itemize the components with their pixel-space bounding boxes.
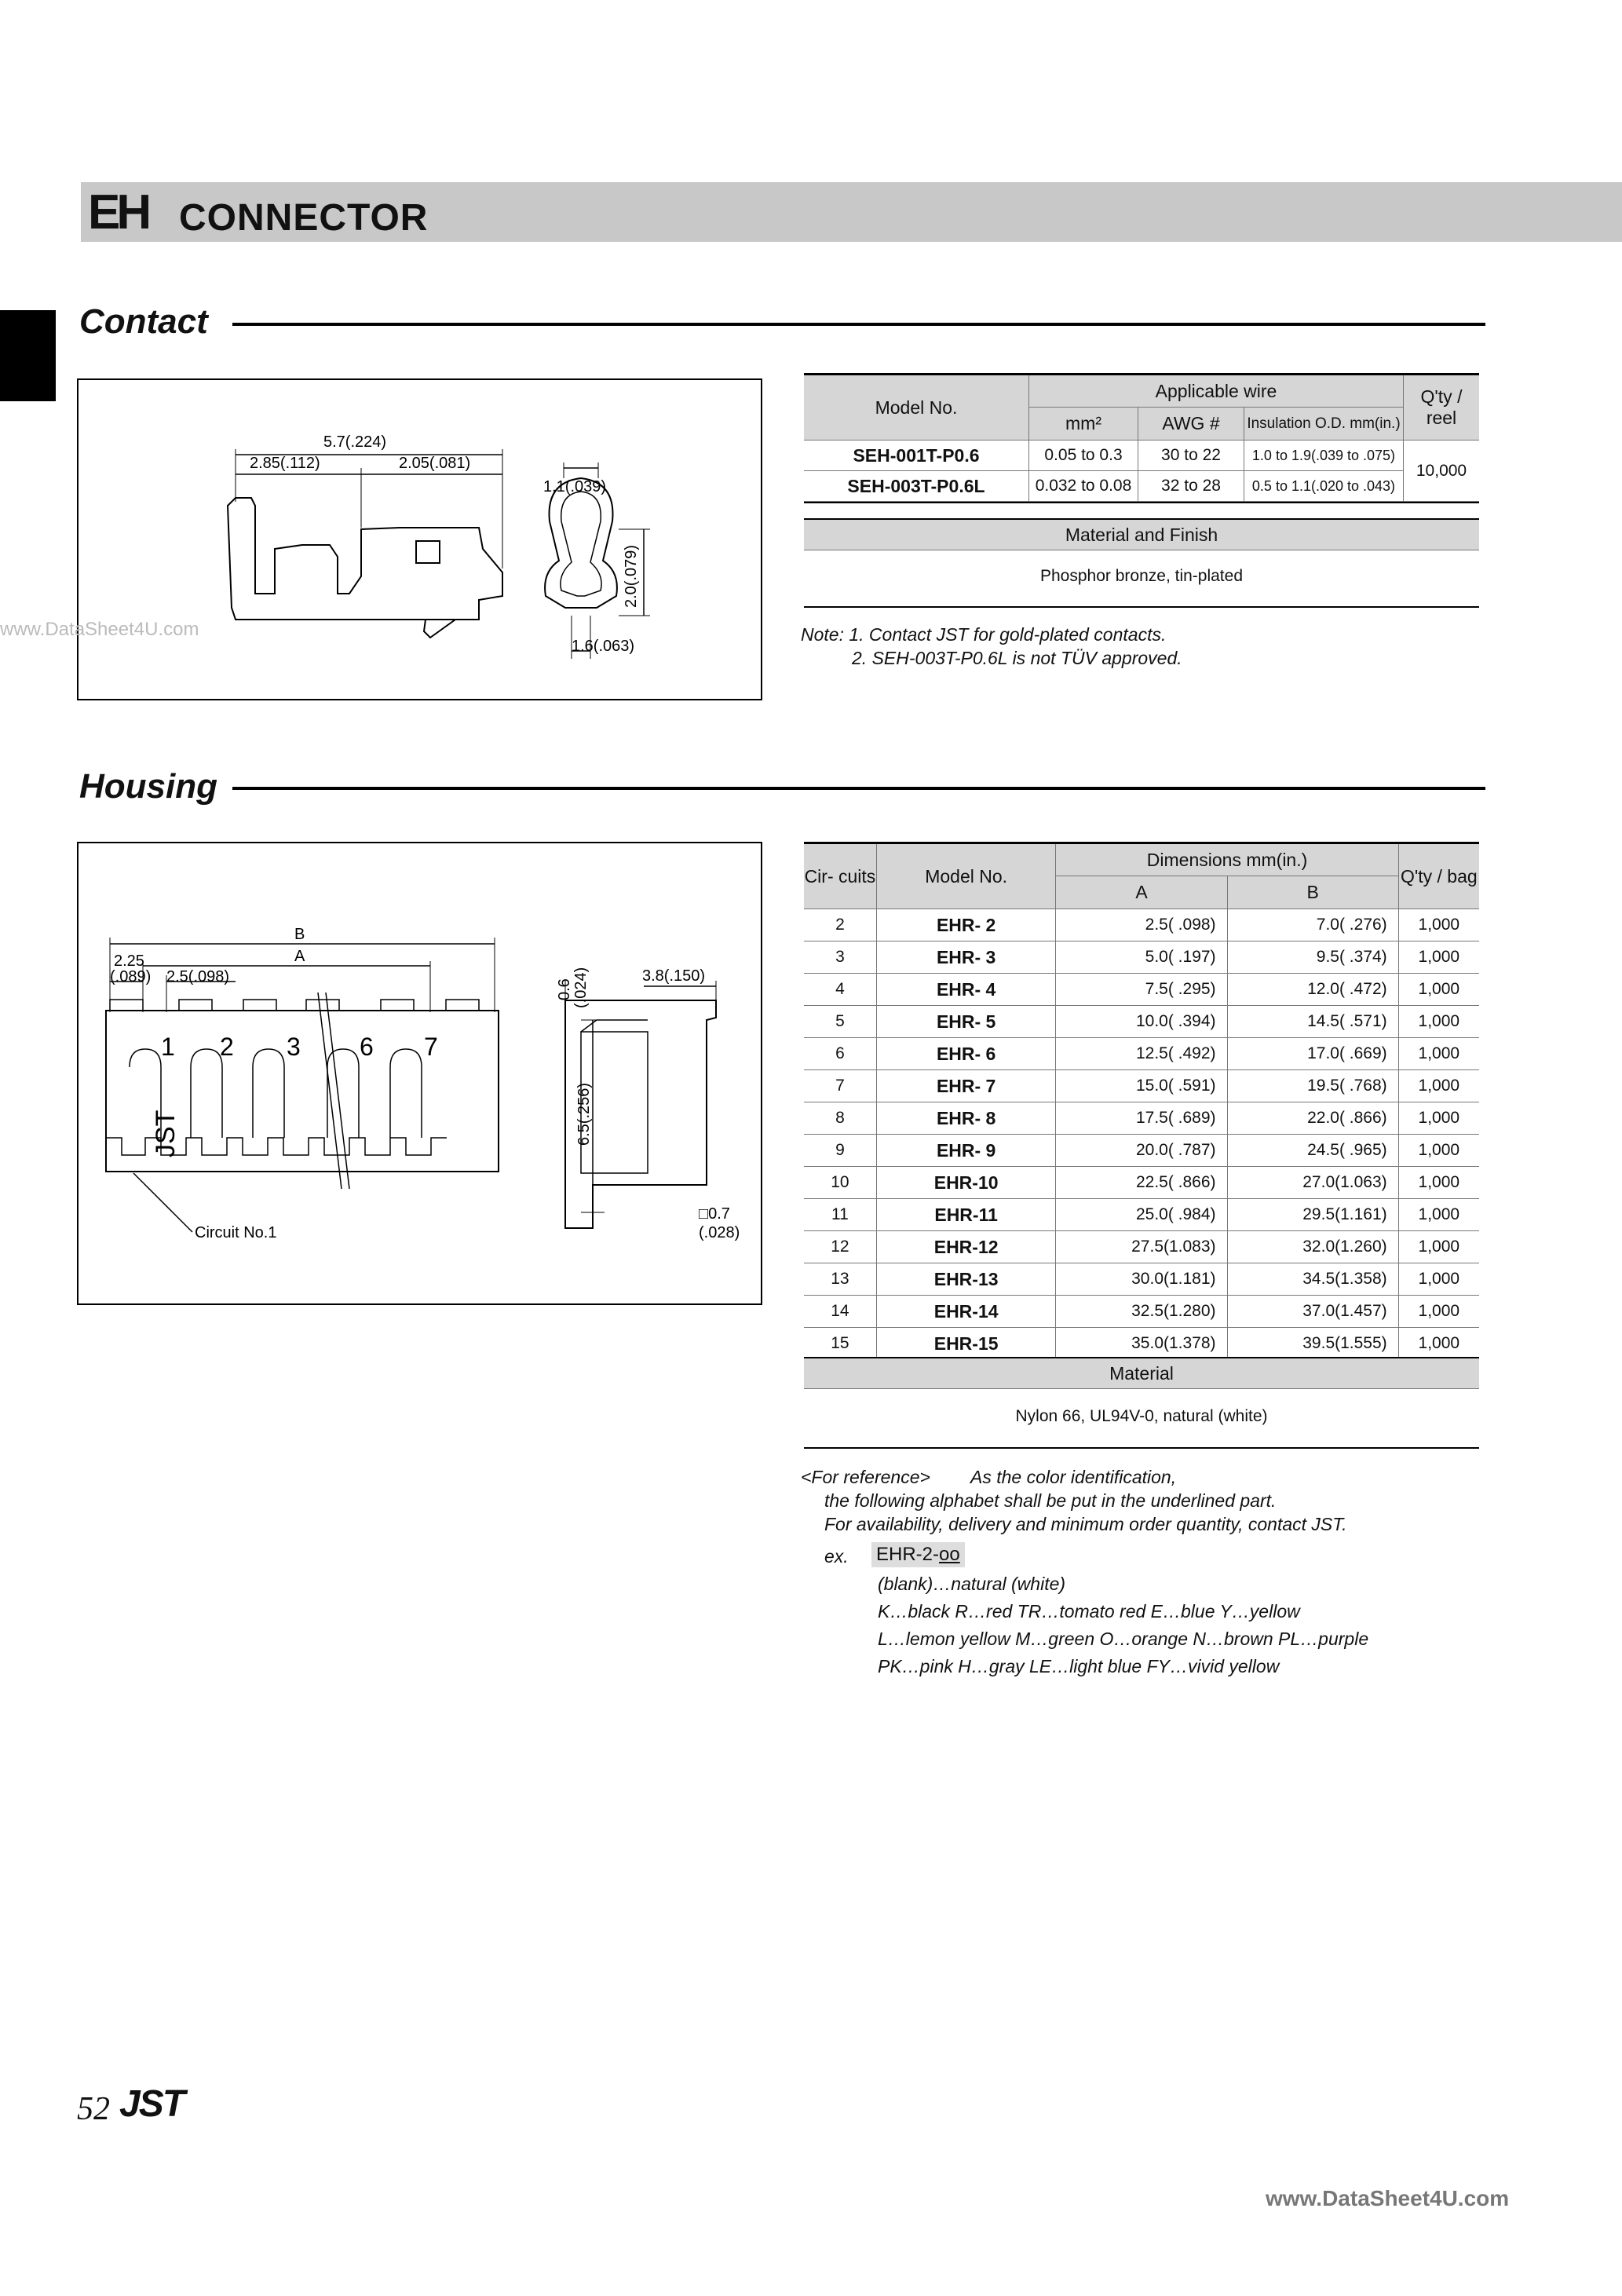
contact-drawing: [77, 378, 762, 700]
dim-a-label: A: [294, 948, 305, 965]
pin-number: 3: [287, 1033, 301, 1061]
circuits-cell: 15: [804, 1328, 876, 1360]
dim-b-cell: 32.0(1.260): [1227, 1231, 1398, 1263]
watermark-footer: www.DataSheet4U.com: [1266, 2186, 1510, 2210]
model-cell: EHR- 6: [876, 1038, 1056, 1070]
table-row: [804, 1102, 1479, 1135]
dim-b-cell: 17.0( .669): [1227, 1038, 1398, 1070]
dim-b-cell: 19.5( .768): [1227, 1070, 1398, 1102]
awg-cell: 30 to 22: [1138, 441, 1244, 471]
dim-a-cell: 22.5( .866): [1056, 1167, 1227, 1199]
dim-a-cell: 35.0(1.378): [1056, 1328, 1227, 1360]
brand-marking: JST: [151, 1110, 181, 1157]
qty-cell: 1,000: [1398, 1328, 1479, 1360]
pin-number: 6: [360, 1033, 374, 1061]
col-awg-header: AWG #: [1138, 408, 1244, 441]
table-row: [804, 1199, 1479, 1231]
dim-b-cell: 39.5(1.555): [1227, 1328, 1398, 1360]
awg-cell: 32 to 28: [1138, 471, 1244, 502]
qty-cell: 1,000: [1398, 1296, 1479, 1328]
table-row: [804, 974, 1479, 1006]
contact-tab: [424, 620, 455, 638]
col-model-header: Model No.: [804, 375, 1029, 441]
ins-cell: 1.0 to 1.9(.039 to .075): [1244, 441, 1404, 471]
color-code-line: L…lemon yellow M…green O…orange N…brown PL…purple: [878, 1629, 1369, 1649]
housing-material-rule: [804, 1447, 1479, 1449]
color-code-line: (blank)…natural (white): [878, 1574, 1066, 1594]
model-cell: EHR-12: [876, 1231, 1056, 1263]
dim-a-cell: 5.0( .197): [1056, 941, 1227, 974]
dim-b-cell: 12.0( .472): [1227, 974, 1398, 1006]
model-cell: EHR- 8: [876, 1102, 1056, 1135]
ins-cell: 0.5 to 1.1(.020 to .043): [1244, 471, 1404, 502]
qty-cell: 1,000: [1398, 1070, 1479, 1102]
table-row: [804, 941, 1479, 974]
dim-a-cell: 2.5( .098): [1056, 909, 1227, 941]
pin-number: 7: [424, 1033, 438, 1061]
table-row: [804, 441, 1479, 471]
circuits-cell: 11: [804, 1199, 876, 1231]
housing-material-value: Nylon 66, UL94V-0, natural (white): [1015, 1407, 1268, 1425]
model-cell: EHR- 7: [876, 1070, 1056, 1102]
example-code: [871, 1542, 965, 1567]
housing-drawing: [77, 842, 762, 1305]
qty-cell: 1,000: [1398, 1135, 1479, 1167]
table-row: [804, 1328, 1479, 1360]
housing-section-rule: [232, 787, 1485, 790]
dim-square-in-label: (.028): [699, 1224, 740, 1241]
contact-material-header: Material and Finish: [804, 518, 1479, 550]
col-mm2-header: mm²: [1029, 408, 1138, 441]
model-cell: SEH-003T-P0.6L: [804, 471, 1029, 502]
dim-a-cell: 25.0( .984): [1056, 1199, 1227, 1231]
dim-bottom-label: 1.6(.063): [572, 638, 635, 655]
example-code-prefix: EHR-2-: [876, 1544, 940, 1565]
dim-width-label: 3.8(.150): [642, 967, 706, 985]
mm2-cell: 0.032 to 0.08: [1029, 471, 1138, 502]
example-label: ex.: [824, 1546, 849, 1567]
table-row: [804, 1263, 1479, 1296]
contact-end-inner: [561, 492, 601, 596]
col-wire-header: Applicable wire: [1029, 375, 1404, 408]
qty-cell: 10,000: [1404, 441, 1480, 502]
circuits-cell: 10: [804, 1167, 876, 1199]
dim-a-cell: 30.0(1.181): [1056, 1263, 1227, 1296]
table-row: [804, 1070, 1479, 1102]
dim-a-cell: 10.0( .394): [1056, 1006, 1227, 1038]
dim-225-in-label: (.089): [110, 968, 152, 985]
col-circuits-header: Cir- cuits: [804, 844, 876, 909]
table-row: [804, 1038, 1479, 1070]
qty-cell: 1,000: [1398, 974, 1479, 1006]
dim-b-cell: 22.0( .866): [1227, 1102, 1398, 1135]
table-row: [804, 1167, 1479, 1199]
circuits-cell: 4: [804, 974, 876, 1006]
qty-cell: 1,000: [1398, 1231, 1479, 1263]
col-qty-header: Q'ty / bag: [1398, 844, 1479, 909]
contact-note-1: Note: 1. Contact JST for gold-plated contacts.: [801, 624, 1167, 645]
dim-left-label: 2.85(.112): [250, 455, 320, 472]
dim-225-label: 2.25: [114, 952, 144, 970]
col-qty-header: Q'ty / reel: [1404, 375, 1480, 441]
dim-b-cell: 24.5( .965): [1227, 1135, 1398, 1167]
dim-b-cell: 27.0(1.063): [1227, 1167, 1398, 1199]
circuits-cell: 6: [804, 1038, 876, 1070]
circuits-cell: 9: [804, 1135, 876, 1167]
dim-overall-label: 5.7(.224): [323, 433, 387, 451]
col-model-header: Model No.: [876, 844, 1056, 909]
dim-right-label: 2.05(.081): [399, 455, 471, 472]
table-row: [804, 1296, 1479, 1328]
dim-06-in-label: (.024): [572, 967, 590, 1008]
contact-note-2: 2. SEH-003T-P0.6L is not TÜV approved.: [852, 648, 1182, 668]
model-cell: EHR- 2: [876, 909, 1056, 941]
table-row: [804, 1135, 1479, 1167]
contact-table: [804, 373, 1479, 503]
housing-table: [804, 842, 1479, 1362]
qty-cell: 1,000: [1398, 1199, 1479, 1231]
color-code-line: K…black R…red TR…tomato red E…blue Y…yellow: [878, 1601, 1300, 1621]
contact-side-outline: [228, 498, 502, 620]
housing-section-title: Housing: [79, 767, 217, 806]
pin-number: 1: [161, 1033, 175, 1061]
qty-cell: 1,000: [1398, 941, 1479, 974]
circuits-cell: 5: [804, 1006, 876, 1038]
circuits-cell: 2: [804, 909, 876, 941]
reference-line-1: As the color identification,: [970, 1467, 1177, 1487]
dim-height-label: 2.0(.079): [623, 544, 640, 608]
watermark-left: www.DataSheet4U.com: [0, 619, 199, 640]
dim-06-label: 0.6: [556, 978, 573, 1000]
model-cell: EHR-14: [876, 1296, 1056, 1328]
model-cell: EHR- 5: [876, 1006, 1056, 1038]
dim-top-label: 1.1(.039): [543, 478, 607, 495]
page-title: CONNECTOR: [179, 197, 429, 239]
qty-cell: 1,000: [1398, 1263, 1479, 1296]
contact-end-outline: [545, 478, 617, 608]
circuits-cell: 3: [804, 941, 876, 974]
dim-pitch-label: 2.5(.098): [166, 968, 230, 985]
reference-line-2: the following alphabet shall be put in the underlined part.: [824, 1490, 1277, 1511]
example-code-suffix: oo: [939, 1544, 960, 1565]
dim-a-cell: 12.5( .492): [1056, 1038, 1227, 1070]
circuits-cell: 7: [804, 1070, 876, 1102]
model-cell: EHR- 4: [876, 974, 1056, 1006]
table-row: [804, 471, 1479, 502]
table-row: [804, 909, 1479, 941]
dim-b-cell: 14.5( .571): [1227, 1006, 1398, 1038]
dim-a-cell: 27.5(1.083): [1056, 1231, 1227, 1263]
dim-a-cell: 15.0( .591): [1056, 1070, 1227, 1102]
dim-b-cell: 29.5(1.161): [1227, 1199, 1398, 1231]
model-cell: EHR- 3: [876, 941, 1056, 974]
circuits-cell: 13: [804, 1263, 876, 1296]
contact-material-value: Phosphor bronze, tin-plated: [1040, 567, 1243, 585]
qty-cell: 1,000: [1398, 909, 1479, 941]
col-dims-header: Dimensions mm(in.): [1056, 844, 1398, 876]
jst-logo: JST: [119, 2083, 184, 2125]
col-b-header: B: [1227, 876, 1398, 909]
dim-b-cell: 37.0(1.457): [1227, 1296, 1398, 1328]
pin-number: 2: [220, 1033, 234, 1061]
reference-label: <For reference>: [801, 1467, 930, 1487]
dim-a-cell: 17.5( .689): [1056, 1102, 1227, 1135]
model-cell: EHR- 9: [876, 1135, 1056, 1167]
table-row: [804, 1006, 1479, 1038]
dim-b-cell: 34.5(1.358): [1227, 1263, 1398, 1296]
qty-cell: 1,000: [1398, 1102, 1479, 1135]
mm2-cell: 0.05 to 0.3: [1029, 441, 1138, 471]
qty-cell: 1,000: [1398, 1167, 1479, 1199]
series-title: EH: [88, 185, 148, 239]
page-number: 52: [77, 2091, 110, 2127]
qty-cell: 1,000: [1398, 1006, 1479, 1038]
contact-section-title: Contact: [79, 302, 208, 341]
dim-height-label: 6.5(.256): [575, 1082, 593, 1146]
dim-a-cell: 32.5(1.280): [1056, 1296, 1227, 1328]
dim-a-cell: 20.0( .787): [1056, 1135, 1227, 1167]
qty-cell: 1,000: [1398, 1038, 1479, 1070]
contact-section-rule: [232, 323, 1485, 326]
circuits-cell: 14: [804, 1296, 876, 1328]
dim-square-label: □0.7: [699, 1205, 730, 1223]
circuits-cell: 12: [804, 1231, 876, 1263]
contact-material-rule: [804, 606, 1479, 608]
dim-b-cell: 9.5( .374): [1227, 941, 1398, 974]
housing-material-header: Material: [804, 1357, 1479, 1389]
page-tab-marker: [0, 310, 56, 401]
color-code-line: PK…pink H…gray LE…light blue FY…vivid yellow: [878, 1656, 1280, 1676]
table-row: [804, 1231, 1479, 1263]
model-cell: EHR-11: [876, 1199, 1056, 1231]
contact-window: [416, 541, 440, 563]
dim-a-cell: 7.5( .295): [1056, 974, 1227, 1006]
model-cell: EHR-13: [876, 1263, 1056, 1296]
dim-b-cell: 7.0( .276): [1227, 909, 1398, 941]
dim-b-label: B: [294, 926, 305, 943]
model-cell: EHR-15: [876, 1328, 1056, 1360]
model-cell: SEH-001T-P0.6: [804, 441, 1029, 471]
circuits-cell: 8: [804, 1102, 876, 1135]
reference-line-3: For availability, delivery and minimum order quantity, contact JST.: [824, 1514, 1347, 1534]
circuit-label: Circuit No.1: [195, 1224, 277, 1241]
model-cell: EHR-10: [876, 1167, 1056, 1199]
col-ins-header: Insulation O.D. mm(in.): [1244, 408, 1404, 441]
col-a-header: A: [1056, 876, 1227, 909]
